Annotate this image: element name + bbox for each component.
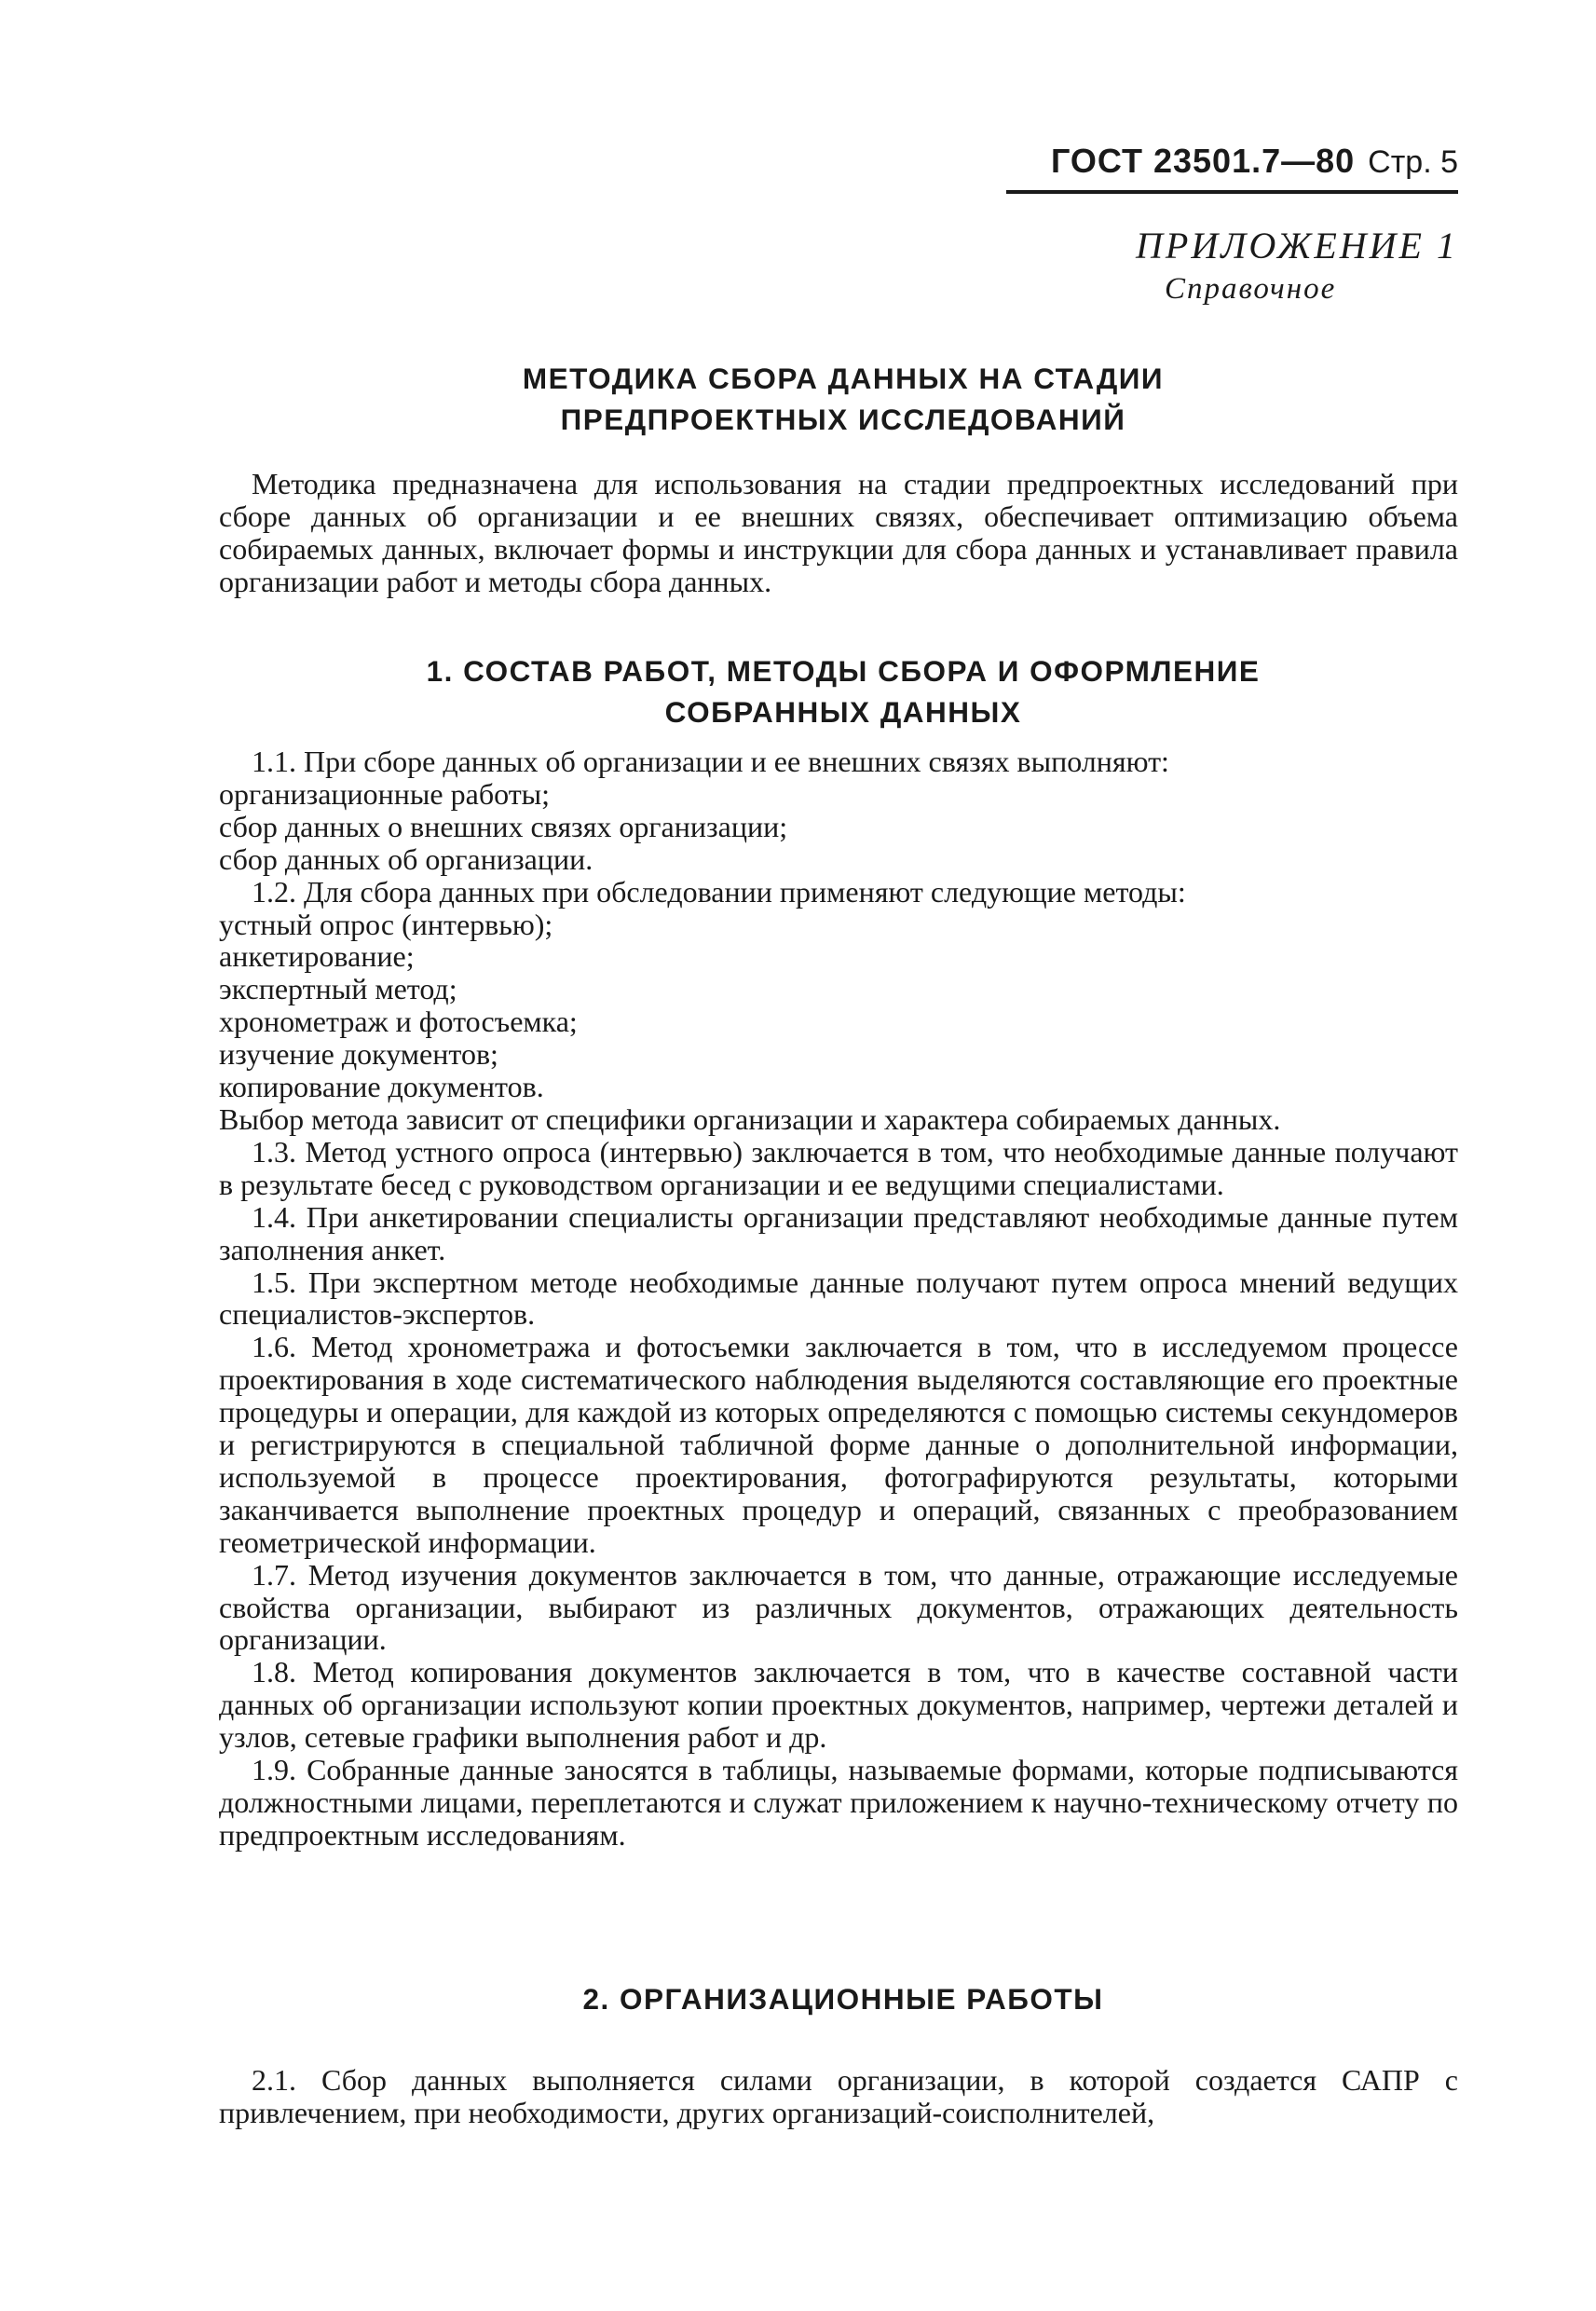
- main-title-line-1: МЕТОДИКА СБОРА ДАННЫХ НА СТАДИИ: [522, 362, 1165, 395]
- main-title-line-2: ПРЕДПРОЕКТНЫХ ИССЛЕДОВАНИЙ: [560, 403, 1126, 436]
- page-header: [1006, 132, 1458, 194]
- list-item: экспертный метод;: [219, 972, 457, 1006]
- appendix-title: ПРИЛОЖЕНИЕ 1: [1136, 225, 1458, 267]
- list-item: организационные работы;: [219, 776, 551, 811]
- intro-block: [219, 468, 1458, 598]
- paragraph-1-1: 1.1. При сборе данных об организации и ее внешних связях выполняют:: [252, 745, 1169, 778]
- appendix-type: Справочное: [1165, 272, 1337, 306]
- paragraph-1-9: 1.9. Собранные данные заносятся в таблицы, называемые формами, которые подписываются должностными лицами, переплетаются и служат приложением к научно-техническому отчету по предпроектным исследованиям.: [219, 1753, 1458, 1852]
- section-1-body: [219, 745, 1458, 1852]
- paragraph-1-5: 1.5. При экспертном методе необходимые данные получают путем опроса мнений ведущих специалистов-экспертов.: [219, 1265, 1458, 1332]
- section-1-title: [224, 650, 1463, 732]
- list-item: изучение документов;: [219, 1037, 498, 1072]
- paragraph-1-7: 1.7. Метод изучения документов заключается в том, что данные, отражающие исследуемые свойства организации, выбирают из различных документов, отражающих деятельность организации.: [219, 1557, 1458, 1657]
- list-item: хронометраж и фотосъемка;: [219, 1005, 578, 1039]
- paragraph-1-2: 1.2. Для сбора данных при обследовании применяют следующие методы:: [252, 874, 1186, 909]
- section-2-title: 2. ОРГАНИЗАЦИОННЫЕ РАБОТЫ: [582, 1982, 1104, 2016]
- list-item: сбор данных об организации.: [219, 841, 593, 876]
- section-1-title-line-2: СОБРАННЫХ ДАННЫХ: [664, 695, 1022, 729]
- section-2-body: [219, 2064, 1458, 2129]
- main-title: [224, 358, 1463, 440]
- page-number: Стр. 5: [1368, 144, 1458, 180]
- paragraph-1-3: 1.3. Метод устного опроса (интервью) заключается в том, что необходимые данные получают в результате бесед с руководством организации и ее ведущими специалистами.: [219, 1134, 1458, 1201]
- list-item: сбор данных о внешних связях организации;: [219, 809, 788, 843]
- paragraph-1-8: 1.8. Метод копирования документов заключается в том, что в качестве составной части данных об организации используют копии проектных документов, например, чертежи деталей и узлов, сетевые графики выполнения работ и др.: [219, 1655, 1458, 1755]
- list-item: устный опрос (интервью);: [219, 907, 553, 941]
- standard-code: ГОСТ 23501.7—80: [1050, 142, 1356, 180]
- paragraph-1-4: 1.4. При анкетировании специалисты организации представляют необходимые данные путем заполнения анкет.: [219, 1199, 1458, 1266]
- section-1-title-line-1: 1. СОСТАВ РАБОТ, МЕТОДЫ СБОРА И ОФОРМЛЕНИЕ: [426, 654, 1261, 688]
- paragraph-1-6: 1.6. Метод хронометража и фотосъемки заключается в том, что в исследуемом процессе проектирования в ходе систематического наблюдения выделяются составляющие его проектные процедуры и операции, для каждой из которых определяются с помощью системы секундомеров и регистрируются в специальной табличной форме данные о дополнительной информации, используемой в процессе проектирования, фотографируются результаты, которыми заканчивается выполнение проектных процедур и операций, связанных с преобразованием геометрической информации.: [219, 1330, 1458, 1559]
- list-item: анкетирование;: [219, 939, 415, 974]
- list-item: копирование документов.: [219, 1070, 544, 1104]
- paragraph-2-1: 2.1. Сбор данных выполняется силами организации, в которой создается САПР с привлечением, при необходимости, других организаций-соисполнителей,: [219, 2063, 1458, 2129]
- intro-paragraph: Методика предназначена для использования на стадии предпроектных исследований при сборе данных об организации и ее внешних связях, обеспечивает оптимизацию объема собираемых данных, включает формы и инструкции для сбора данных и устанавливает правила организации работ и методы сбора данных.: [219, 467, 1458, 598]
- paragraph-1-2-note: Выбор метода зависит от специфики организации и характера собираемых данных.: [219, 1101, 1281, 1136]
